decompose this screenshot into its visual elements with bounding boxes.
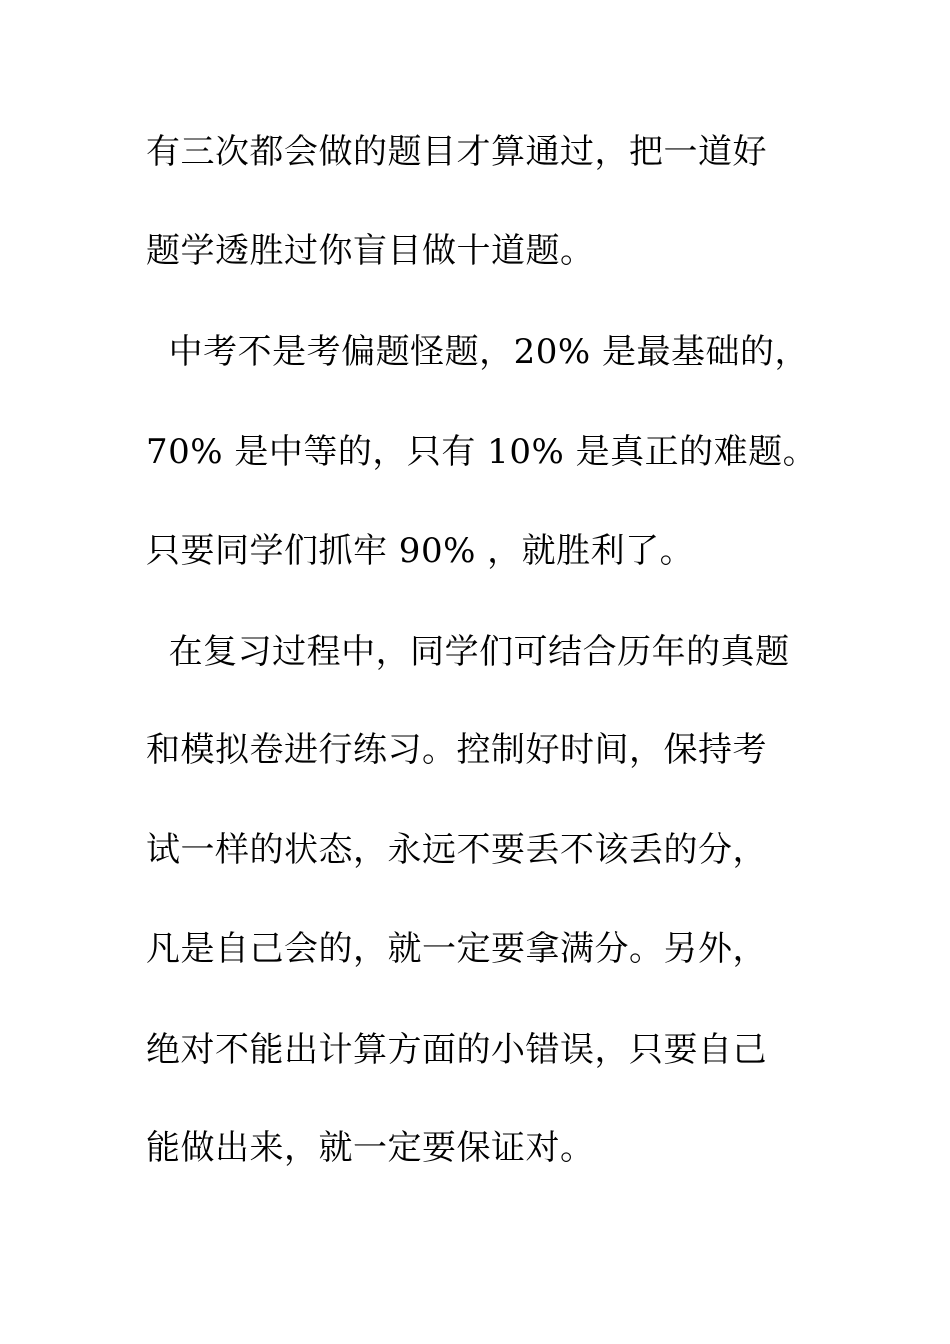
text-line: 能做出来，就一定要保证对。 <box>146 1128 595 1168</box>
text-line: 题学透胜过你盲目做十道题。 <box>146 231 595 271</box>
text-line: 只要同学们抓牢 90% ，就胜利了。 <box>146 531 695 571</box>
text-line: 绝对不能出计算方面的小错误，只要自己 <box>146 1030 767 1070</box>
text-line: 中考不是考偏题怪题，20% 是最基础的， <box>146 332 809 372</box>
text-line: 70% 是中等的，只有 10% 是真正的难题。 <box>146 432 818 472</box>
text-line: 和模拟卷进行练习。控制好时间，保持考 <box>146 730 767 770</box>
text-line: 有三次都会做的题目才算通过，把一道好 <box>146 132 767 172</box>
text-line: 凡是自己会的，就一定要拿满分。另外， <box>146 929 767 969</box>
text-line: 在复习过程中，同学们可结合历年的真题 <box>146 632 790 672</box>
text-line: 试一样的状态，永远不要丢不该丢的分， <box>146 830 767 870</box>
